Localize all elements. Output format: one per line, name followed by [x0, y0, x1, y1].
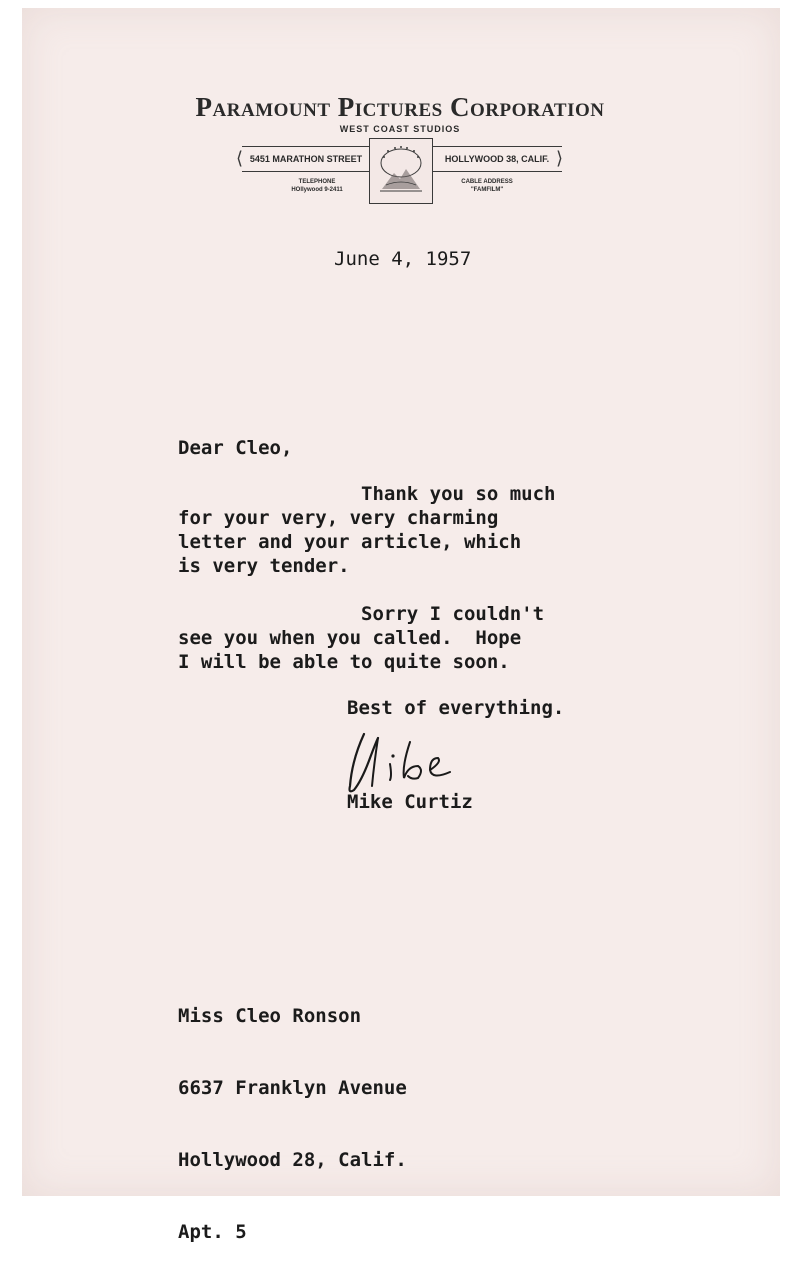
closing: Best of everything. [347, 697, 565, 719]
letterhead-company: Paramount Pictures Corporation [195, 92, 605, 122]
recipient-street: 6637 Franklyn Avenue [178, 1077, 407, 1099]
letterhead-street: 5451 MARATHON STREET [242, 146, 370, 172]
cable-address: "FAMFILM" [470, 187, 504, 193]
handwritten-signature [338, 720, 488, 800]
cable-label: CABLE ADDRESS [461, 179, 513, 185]
body-paragraph-2: Sorry I couldn't see you when you called. Hope I will be able to quite soon. [178, 603, 545, 673]
recipient-address [178, 956, 407, 1268]
letterhead-studio: WEST COAST STUDIOS [339, 124, 461, 134]
mountain-logo-icon [370, 139, 432, 203]
telephone-label: TELEPHONE [298, 179, 336, 185]
salutation: Dear Cleo, [178, 437, 293, 459]
letterhead-city: HOLLYWOOD 38, CALIF. [432, 146, 562, 172]
recipient-apt: Apt. 5 [178, 1221, 247, 1243]
recipient-name: Miss Cleo Ronson [178, 1005, 362, 1027]
signer-name: Mike Curtiz [347, 791, 473, 813]
cable-block [452, 178, 522, 194]
telephone-number: HOllywood 9-2411 [291, 187, 343, 193]
telephone-block [282, 178, 352, 194]
letter-date: June 4, 1957 [334, 248, 472, 270]
recipient-city: Hollywood 28, Calif. [178, 1149, 407, 1171]
body-paragraph-1: Thank you so much for your very, very charming letter and your article, which is very tender. [178, 483, 556, 577]
ribbon-right-scroll-icon: ⟩ [556, 148, 564, 169]
paramount-logo [369, 138, 433, 204]
ribbon-left-scroll-icon: ⟨ [236, 148, 244, 169]
